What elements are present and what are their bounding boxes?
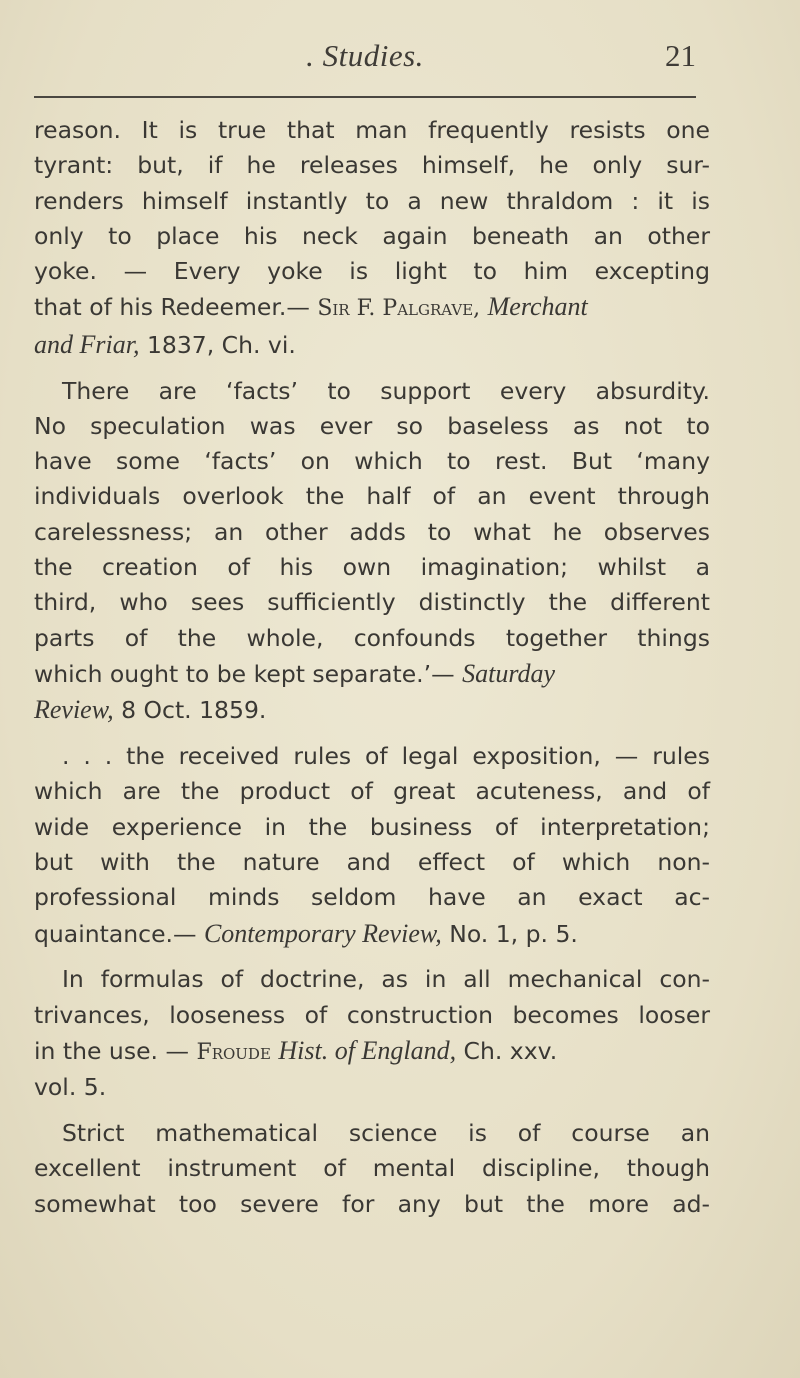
text-line: yoke. — Every yoke is light to him excepting xyxy=(34,257,710,286)
text-line: professional minds seldom have an exact ac- xyxy=(34,883,710,912)
page-number: 21 xyxy=(665,38,696,73)
text-line: renders himself instantly to a new thraldom : it is xyxy=(34,186,710,215)
passage-contemporary-review xyxy=(34,739,710,952)
citation-lead: that of his Redeemer.— xyxy=(34,293,318,322)
text-line: but with the nature and effect of which non- xyxy=(34,847,710,876)
citation-title-continued: Review, xyxy=(34,695,114,725)
text-line: There are ‘facts’ to support every absurdity. xyxy=(62,376,710,405)
passage-froude xyxy=(34,962,710,1105)
running-head xyxy=(34,38,696,78)
citation-tail: Ch. xxv. xyxy=(456,1036,558,1065)
citation-tail: 1837, Ch. vi. xyxy=(139,330,296,359)
text-line: tyrant: but, if he releases himself, he only sur- xyxy=(34,151,710,180)
text-line: trivances, looseness of construction becomes looser xyxy=(34,1000,710,1029)
citation-continuation: vol. 5. xyxy=(34,1073,107,1102)
citation-title: Contemporary Review, xyxy=(203,918,442,948)
citation-author: Froude xyxy=(196,1039,271,1065)
text-line: only to place his neck again beneath an other xyxy=(34,221,710,250)
passage-mathematics xyxy=(34,1116,710,1222)
citation-lead: in the use. — xyxy=(34,1036,197,1065)
citation-line xyxy=(34,916,710,952)
text-line: reason. It is true that man frequently resists one xyxy=(34,116,710,144)
text-line: have some ‘facts’ on which to rest. But ‘many xyxy=(34,447,710,476)
text-line: carelessness; an other adds to what he observes xyxy=(34,517,710,546)
citation-lead: which ought to be kept separate.’— xyxy=(34,659,463,688)
text-line: excellent instrument of mental discipline, though xyxy=(34,1154,710,1183)
text-line: Strict mathematical science is of course an xyxy=(62,1119,710,1148)
citation-title: Hist. of England, xyxy=(278,1035,457,1065)
text-line: In formulas of doctrine, as in all mechanical con- xyxy=(62,965,710,994)
text-line: wide experience in the business of interpretation; xyxy=(34,812,710,841)
citation-title: Merchant xyxy=(487,292,588,322)
citation-tail: No. 1, p. 5. xyxy=(441,919,578,948)
text-line: third, who sees sufficiently distinctly the different xyxy=(34,588,710,617)
running-head-title: . Studies. xyxy=(306,38,424,73)
passage-saturday-review xyxy=(34,374,710,729)
page-body xyxy=(34,113,710,1232)
citation-line xyxy=(34,1033,710,1070)
text-line: the creation of his own imagination; whilst a xyxy=(34,553,710,582)
citation-line xyxy=(34,289,710,326)
citation-line xyxy=(34,327,710,363)
text-line: which are the product of great acuteness, and of xyxy=(34,777,710,806)
citation-title-continued: and Friar, xyxy=(34,329,140,359)
text-line: . . . the received rules of legal exposition, — rules xyxy=(62,742,710,771)
text-line: parts of the whole, confounds together things xyxy=(34,623,710,652)
citation-line xyxy=(34,656,710,692)
text-line: No speculation was ever so baseless as not to xyxy=(34,411,710,440)
citation-title: Saturday xyxy=(462,658,556,688)
citation-tail: 8 Oct. 1859. xyxy=(113,696,267,725)
header-rule xyxy=(34,96,696,98)
text-line: individuals overlook the half of an event through xyxy=(34,482,710,511)
passage-palgrave xyxy=(34,113,710,363)
citation-line xyxy=(34,692,710,728)
citation-author: Sir F. Palgrave, xyxy=(317,296,481,322)
citation-lead: quaintance.— xyxy=(34,919,204,948)
text-line: somewhat too severe for any but the more ad- xyxy=(34,1189,710,1218)
